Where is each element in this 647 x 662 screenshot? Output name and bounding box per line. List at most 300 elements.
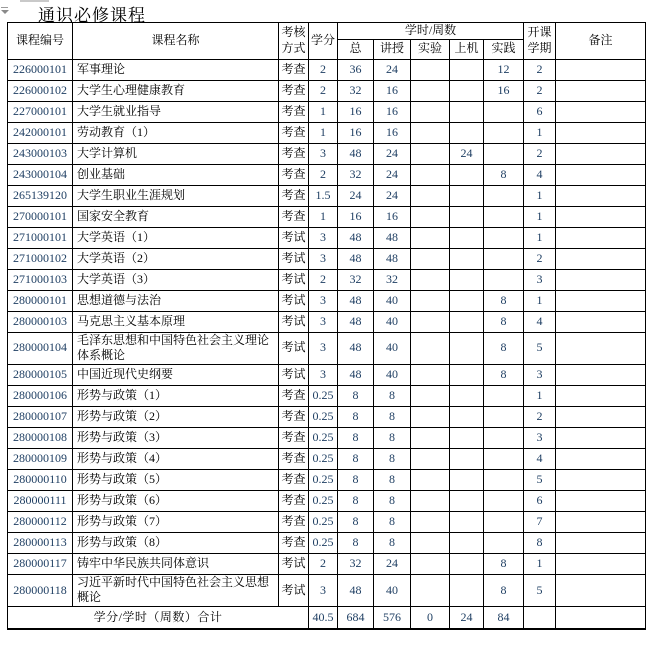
practice-hours-cell bbox=[484, 143, 524, 164]
computer-hours-cell bbox=[450, 553, 484, 574]
totals-experiment-hours: 0 bbox=[411, 606, 450, 629]
total-hours-cell: 48 bbox=[338, 311, 374, 332]
col-header-credits: 学分 bbox=[309, 23, 338, 60]
practice-hours-cell bbox=[484, 511, 524, 532]
outline-collapse-icon-bar bbox=[1, 7, 8, 8]
lecture-hours-cell: 48 bbox=[374, 248, 411, 269]
credits-cell: 0.25 bbox=[309, 406, 338, 427]
assessment-cell: 考查 bbox=[279, 406, 309, 427]
total-hours-cell: 48 bbox=[338, 248, 374, 269]
remarks-cell bbox=[556, 290, 646, 311]
computer-hours-cell bbox=[450, 101, 484, 122]
course-name-cell: 思想道德与法治 bbox=[73, 290, 279, 311]
remarks-cell bbox=[556, 574, 646, 606]
experiment-hours-cell bbox=[411, 574, 450, 606]
assessment-cell: 考试 bbox=[279, 290, 309, 311]
assessment-cell: 考查 bbox=[279, 427, 309, 448]
remarks-cell bbox=[556, 80, 646, 101]
credits-cell: 3 bbox=[309, 332, 338, 364]
course-id-cell: 226000101 bbox=[8, 59, 73, 80]
remarks-cell bbox=[556, 206, 646, 227]
course-name-cell: 毛泽东思想和中国特色社会主义理论体系概论 bbox=[73, 332, 279, 364]
total-hours-cell: 8 bbox=[338, 406, 374, 427]
experiment-hours-cell bbox=[411, 532, 450, 553]
table-row bbox=[8, 269, 646, 290]
course-name-cell: 中国近现代史纲要 bbox=[73, 364, 279, 385]
practice-hours-cell bbox=[484, 101, 524, 122]
course-table bbox=[7, 22, 646, 630]
total-hours-cell: 48 bbox=[338, 143, 374, 164]
course-id-cell: 280000113 bbox=[8, 532, 73, 553]
computer-hours-cell bbox=[450, 59, 484, 80]
credits-cell: 3 bbox=[309, 248, 338, 269]
lecture-hours-cell: 40 bbox=[374, 574, 411, 606]
computer-hours-cell bbox=[450, 469, 484, 490]
course-id-cell: 280000103 bbox=[8, 311, 73, 332]
practice-hours-cell bbox=[484, 532, 524, 553]
remarks-cell bbox=[556, 448, 646, 469]
semester-cell: 2 bbox=[524, 406, 556, 427]
experiment-hours-cell bbox=[411, 448, 450, 469]
course-id-cell: 243000103 bbox=[8, 143, 73, 164]
remarks-cell bbox=[556, 469, 646, 490]
remarks-cell bbox=[556, 332, 646, 364]
lecture-hours-cell: 40 bbox=[374, 332, 411, 364]
assessment-cell: 考查 bbox=[279, 80, 309, 101]
computer-hours-cell bbox=[450, 385, 484, 406]
assessment-cell: 考查 bbox=[279, 532, 309, 553]
course-id-cell: 280000109 bbox=[8, 448, 73, 469]
course-id-cell: 280000117 bbox=[8, 553, 73, 574]
computer-hours-cell bbox=[450, 269, 484, 290]
computer-hours-cell bbox=[450, 227, 484, 248]
table-row bbox=[8, 385, 646, 406]
experiment-hours-cell bbox=[411, 385, 450, 406]
course-id-cell: 271000102 bbox=[8, 248, 73, 269]
credits-cell: 3 bbox=[309, 574, 338, 606]
credits-cell: 1 bbox=[309, 101, 338, 122]
col-header-experiment-hours: 实验 bbox=[411, 39, 450, 59]
course-id-cell: 243000104 bbox=[8, 164, 73, 185]
table-row bbox=[8, 364, 646, 385]
total-hours-cell: 8 bbox=[338, 511, 374, 532]
col-header-course-id: 课程编号 bbox=[8, 23, 73, 60]
course-id-cell: 270000101 bbox=[8, 206, 73, 227]
experiment-hours-cell bbox=[411, 311, 450, 332]
computer-hours-cell bbox=[450, 248, 484, 269]
experiment-hours-cell bbox=[411, 269, 450, 290]
course-name-cell: 大学英语（2） bbox=[73, 248, 279, 269]
table-row bbox=[8, 311, 646, 332]
total-hours-cell: 8 bbox=[338, 448, 374, 469]
practice-hours-cell: 8 bbox=[484, 574, 524, 606]
remarks-cell bbox=[556, 490, 646, 511]
practice-hours-cell bbox=[484, 469, 524, 490]
experiment-hours-cell bbox=[411, 406, 450, 427]
credits-cell: 0.25 bbox=[309, 532, 338, 553]
practice-hours-cell: 8 bbox=[484, 164, 524, 185]
lecture-hours-cell: 24 bbox=[374, 185, 411, 206]
course-id-cell: 280000108 bbox=[8, 427, 73, 448]
experiment-hours-cell bbox=[411, 427, 450, 448]
table-row bbox=[8, 469, 646, 490]
total-hours-cell: 32 bbox=[338, 269, 374, 290]
total-hours-cell: 16 bbox=[338, 122, 374, 143]
practice-hours-cell: 12 bbox=[484, 59, 524, 80]
col-header-semester: 开课学期 bbox=[524, 23, 556, 60]
total-hours-cell: 48 bbox=[338, 574, 374, 606]
totals-total-hours: 684 bbox=[338, 606, 374, 629]
remarks-cell bbox=[556, 185, 646, 206]
course-name-cell: 形势与政策（6） bbox=[73, 490, 279, 511]
course-name-cell: 大学生就业指导 bbox=[73, 101, 279, 122]
practice-hours-cell: 8 bbox=[484, 332, 524, 364]
semester-cell: 5 bbox=[524, 332, 556, 364]
course-name-cell: 劳动教育（1） bbox=[73, 122, 279, 143]
experiment-hours-cell bbox=[411, 122, 450, 143]
experiment-hours-cell bbox=[411, 80, 450, 101]
assessment-cell: 考查 bbox=[279, 59, 309, 80]
table-row bbox=[8, 185, 646, 206]
lecture-hours-cell: 8 bbox=[374, 427, 411, 448]
lecture-hours-cell: 16 bbox=[374, 122, 411, 143]
table-row bbox=[8, 122, 646, 143]
assessment-cell: 考查 bbox=[279, 143, 309, 164]
table-row bbox=[8, 553, 646, 574]
lecture-hours-cell: 40 bbox=[374, 364, 411, 385]
practice-hours-cell bbox=[484, 248, 524, 269]
experiment-hours-cell bbox=[411, 469, 450, 490]
semester-cell: 6 bbox=[524, 101, 556, 122]
lecture-hours-cell: 24 bbox=[374, 553, 411, 574]
semester-cell: 1 bbox=[524, 290, 556, 311]
total-hours-cell: 48 bbox=[338, 364, 374, 385]
credits-cell: 0.25 bbox=[309, 490, 338, 511]
lecture-hours-cell: 16 bbox=[374, 206, 411, 227]
experiment-hours-cell bbox=[411, 59, 450, 80]
assessment-cell: 考查 bbox=[279, 101, 309, 122]
assessment-cell: 考试 bbox=[279, 364, 309, 385]
course-id-cell: 271000101 bbox=[8, 227, 73, 248]
col-header-computer-hours: 上机 bbox=[450, 39, 484, 59]
table-row bbox=[8, 164, 646, 185]
total-hours-cell: 8 bbox=[338, 490, 374, 511]
assessment-cell: 考试 bbox=[279, 248, 309, 269]
practice-hours-cell: 8 bbox=[484, 364, 524, 385]
table-row bbox=[8, 427, 646, 448]
course-id-cell: 280000112 bbox=[8, 511, 73, 532]
totals-lecture-hours: 576 bbox=[374, 606, 411, 629]
lecture-hours-cell: 16 bbox=[374, 80, 411, 101]
course-id-cell: 280000101 bbox=[8, 290, 73, 311]
totals-semester bbox=[524, 606, 556, 629]
semester-cell: 4 bbox=[524, 448, 556, 469]
semester-cell: 3 bbox=[524, 269, 556, 290]
experiment-hours-cell bbox=[411, 206, 450, 227]
experiment-hours-cell bbox=[411, 143, 450, 164]
credits-cell: 0.25 bbox=[309, 511, 338, 532]
table-row bbox=[8, 532, 646, 553]
course-name-cell: 大学生心理健康教育 bbox=[73, 80, 279, 101]
computer-hours-cell bbox=[450, 332, 484, 364]
course-id-cell: 280000107 bbox=[8, 406, 73, 427]
semester-cell: 3 bbox=[524, 364, 556, 385]
total-hours-cell: 8 bbox=[338, 469, 374, 490]
lecture-hours-cell: 40 bbox=[374, 311, 411, 332]
lecture-hours-cell: 8 bbox=[374, 385, 411, 406]
col-header-course-name: 课程名称 bbox=[73, 23, 279, 60]
table-row bbox=[8, 227, 646, 248]
total-hours-cell: 32 bbox=[338, 80, 374, 101]
credits-cell: 1 bbox=[309, 122, 338, 143]
totals-row bbox=[8, 606, 646, 629]
course-id-cell: 280000106 bbox=[8, 385, 73, 406]
remarks-cell bbox=[556, 248, 646, 269]
remarks-cell bbox=[556, 227, 646, 248]
credits-cell: 0.25 bbox=[309, 427, 338, 448]
semester-cell: 3 bbox=[524, 427, 556, 448]
course-id-cell: 271000103 bbox=[8, 269, 73, 290]
table-row bbox=[8, 490, 646, 511]
col-header-practice-hours: 实践 bbox=[484, 39, 524, 59]
semester-cell: 2 bbox=[524, 248, 556, 269]
course-name-cell: 国家安全教育 bbox=[73, 206, 279, 227]
lecture-hours-cell: 8 bbox=[374, 532, 411, 553]
semester-cell: 8 bbox=[524, 532, 556, 553]
semester-cell: 7 bbox=[524, 511, 556, 532]
practice-hours-cell: 8 bbox=[484, 553, 524, 574]
practice-hours-cell bbox=[484, 206, 524, 227]
credits-cell: 2 bbox=[309, 269, 338, 290]
course-id-cell: 242000101 bbox=[8, 122, 73, 143]
lecture-hours-cell: 16 bbox=[374, 101, 411, 122]
semester-cell: 4 bbox=[524, 164, 556, 185]
credits-cell: 3 bbox=[309, 227, 338, 248]
credits-cell: 1.5 bbox=[309, 185, 338, 206]
total-hours-cell: 32 bbox=[338, 164, 374, 185]
credits-cell: 3 bbox=[309, 364, 338, 385]
computer-hours-cell bbox=[450, 532, 484, 553]
totals-remarks bbox=[556, 606, 646, 629]
experiment-hours-cell bbox=[411, 553, 450, 574]
assessment-cell: 考试 bbox=[279, 227, 309, 248]
credits-cell: 0.25 bbox=[309, 385, 338, 406]
computer-hours-cell bbox=[450, 185, 484, 206]
computer-hours-cell bbox=[450, 448, 484, 469]
semester-cell: 1 bbox=[524, 185, 556, 206]
practice-hours-cell: 8 bbox=[484, 311, 524, 332]
semester-cell: 2 bbox=[524, 59, 556, 80]
course-name-cell: 创业基础 bbox=[73, 164, 279, 185]
experiment-hours-cell bbox=[411, 248, 450, 269]
course-id-cell: 227000101 bbox=[8, 101, 73, 122]
col-header-lecture-hours: 讲授 bbox=[374, 39, 411, 59]
remarks-cell bbox=[556, 164, 646, 185]
computer-hours-cell bbox=[450, 364, 484, 385]
remarks-cell bbox=[556, 143, 646, 164]
table-row bbox=[8, 290, 646, 311]
table-footer bbox=[8, 606, 646, 629]
computer-hours-cell bbox=[450, 290, 484, 311]
remarks-cell bbox=[556, 385, 646, 406]
practice-hours-cell bbox=[484, 448, 524, 469]
table-row bbox=[8, 143, 646, 164]
table-row bbox=[8, 248, 646, 269]
course-id-cell: 280000118 bbox=[8, 574, 73, 606]
computer-hours-cell bbox=[450, 206, 484, 227]
practice-hours-cell bbox=[484, 490, 524, 511]
remarks-cell bbox=[556, 101, 646, 122]
assessment-cell: 考查 bbox=[279, 206, 309, 227]
course-name-cell: 铸牢中华民族共同体意识 bbox=[73, 553, 279, 574]
semester-cell: 1 bbox=[524, 122, 556, 143]
course-name-cell: 形势与政策（4） bbox=[73, 448, 279, 469]
table-row bbox=[8, 206, 646, 227]
assessment-cell: 考试 bbox=[279, 574, 309, 606]
course-name-cell: 大学生职业生涯规划 bbox=[73, 185, 279, 206]
lecture-hours-cell: 8 bbox=[374, 406, 411, 427]
assessment-cell: 考查 bbox=[279, 164, 309, 185]
assessment-cell: 考查 bbox=[279, 385, 309, 406]
course-name-cell: 大学英语（1） bbox=[73, 227, 279, 248]
totals-practice-hours: 84 bbox=[484, 606, 524, 629]
experiment-hours-cell bbox=[411, 101, 450, 122]
lecture-hours-cell: 24 bbox=[374, 59, 411, 80]
semester-cell: 1 bbox=[524, 385, 556, 406]
credits-cell: 0.25 bbox=[309, 448, 338, 469]
remarks-cell bbox=[556, 269, 646, 290]
lecture-hours-cell: 40 bbox=[374, 290, 411, 311]
table-row bbox=[8, 511, 646, 532]
table-header bbox=[8, 23, 646, 60]
assessment-cell: 考试 bbox=[279, 332, 309, 364]
course-name-cell: 大学计算机 bbox=[73, 143, 279, 164]
remarks-cell bbox=[556, 511, 646, 532]
total-hours-cell: 48 bbox=[338, 290, 374, 311]
remarks-cell bbox=[556, 427, 646, 448]
assessment-cell: 考试 bbox=[279, 311, 309, 332]
assessment-cell: 考查 bbox=[279, 448, 309, 469]
course-id-cell: 265139120 bbox=[8, 185, 73, 206]
semester-cell: 1 bbox=[524, 553, 556, 574]
semester-cell: 4 bbox=[524, 311, 556, 332]
course-id-cell: 280000111 bbox=[8, 490, 73, 511]
semester-cell: 5 bbox=[524, 574, 556, 606]
lecture-hours-cell: 8 bbox=[374, 448, 411, 469]
lecture-hours-cell: 48 bbox=[374, 227, 411, 248]
total-hours-cell: 48 bbox=[338, 227, 374, 248]
computer-hours-cell bbox=[450, 427, 484, 448]
total-hours-cell: 24 bbox=[338, 185, 374, 206]
credits-cell: 3 bbox=[309, 290, 338, 311]
semester-cell: 1 bbox=[524, 206, 556, 227]
lecture-hours-cell: 8 bbox=[374, 469, 411, 490]
experiment-hours-cell bbox=[411, 332, 450, 364]
total-hours-cell: 32 bbox=[338, 553, 374, 574]
total-hours-cell: 8 bbox=[338, 427, 374, 448]
computer-hours-cell bbox=[450, 574, 484, 606]
lecture-hours-cell: 8 bbox=[374, 490, 411, 511]
course-id-cell: 280000105 bbox=[8, 364, 73, 385]
outline-collapse-icon[interactable] bbox=[1, 7, 9, 15]
total-hours-cell: 8 bbox=[338, 385, 374, 406]
practice-hours-cell bbox=[484, 185, 524, 206]
course-name-cell: 马克思主义基本原理 bbox=[73, 311, 279, 332]
remarks-cell bbox=[556, 406, 646, 427]
table-row bbox=[8, 448, 646, 469]
credits-cell: 2 bbox=[309, 553, 338, 574]
course-name-cell: 形势与政策（1） bbox=[73, 385, 279, 406]
col-header-remarks: 备注 bbox=[556, 23, 646, 60]
assessment-cell: 考查 bbox=[279, 511, 309, 532]
computer-hours-cell bbox=[450, 311, 484, 332]
lecture-hours-cell: 8 bbox=[374, 511, 411, 532]
experiment-hours-cell bbox=[411, 290, 450, 311]
course-name-cell: 形势与政策（3） bbox=[73, 427, 279, 448]
course-name-cell: 习近平新时代中国特色社会主义思想概论 bbox=[73, 574, 279, 606]
credits-cell: 3 bbox=[309, 311, 338, 332]
semester-cell: 1 bbox=[524, 227, 556, 248]
total-hours-cell: 8 bbox=[338, 532, 374, 553]
experiment-hours-cell bbox=[411, 164, 450, 185]
practice-hours-cell bbox=[484, 227, 524, 248]
table-row bbox=[8, 406, 646, 427]
remarks-cell bbox=[556, 532, 646, 553]
credits-cell: 2 bbox=[309, 80, 338, 101]
lecture-hours-cell: 32 bbox=[374, 269, 411, 290]
computer-hours-cell bbox=[450, 511, 484, 532]
assessment-cell: 考查 bbox=[279, 469, 309, 490]
total-hours-cell: 48 bbox=[338, 332, 374, 364]
assessment-cell: 考试 bbox=[279, 553, 309, 574]
assessment-cell: 考查 bbox=[279, 490, 309, 511]
total-hours-cell: 36 bbox=[338, 59, 374, 80]
total-hours-cell: 16 bbox=[338, 206, 374, 227]
practice-hours-cell bbox=[484, 122, 524, 143]
table-row bbox=[8, 101, 646, 122]
totals-label: 学分/学时（周数）合计 bbox=[8, 606, 309, 629]
col-header-total-hours: 总 bbox=[338, 39, 374, 59]
computer-hours-cell bbox=[450, 164, 484, 185]
experiment-hours-cell bbox=[411, 511, 450, 532]
computer-hours-cell bbox=[450, 80, 484, 101]
experiment-hours-cell bbox=[411, 364, 450, 385]
semester-cell: 2 bbox=[524, 80, 556, 101]
experiment-hours-cell bbox=[411, 185, 450, 206]
remarks-cell bbox=[556, 364, 646, 385]
semester-cell: 6 bbox=[524, 490, 556, 511]
course-name-cell: 大学英语（3） bbox=[73, 269, 279, 290]
semester-cell: 2 bbox=[524, 143, 556, 164]
totals-credits: 40.5 bbox=[309, 606, 338, 629]
chevron-down-icon bbox=[1, 10, 9, 14]
col-header-assessment: 考核方式 bbox=[279, 23, 309, 60]
computer-hours-cell bbox=[450, 406, 484, 427]
course-id-cell: 280000110 bbox=[8, 469, 73, 490]
computer-hours-cell bbox=[450, 122, 484, 143]
credits-cell: 0.25 bbox=[309, 469, 338, 490]
practice-hours-cell bbox=[484, 406, 524, 427]
remarks-cell bbox=[556, 59, 646, 80]
col-header-hours-group: 学时/周数 bbox=[338, 23, 524, 40]
remarks-cell bbox=[556, 311, 646, 332]
section-title: 通识必修课程 bbox=[38, 6, 146, 25]
practice-hours-cell bbox=[484, 427, 524, 448]
course-id-cell: 226000102 bbox=[8, 80, 73, 101]
course-name-cell: 军事理论 bbox=[73, 59, 279, 80]
total-hours-cell: 16 bbox=[338, 101, 374, 122]
practice-hours-cell: 8 bbox=[484, 290, 524, 311]
